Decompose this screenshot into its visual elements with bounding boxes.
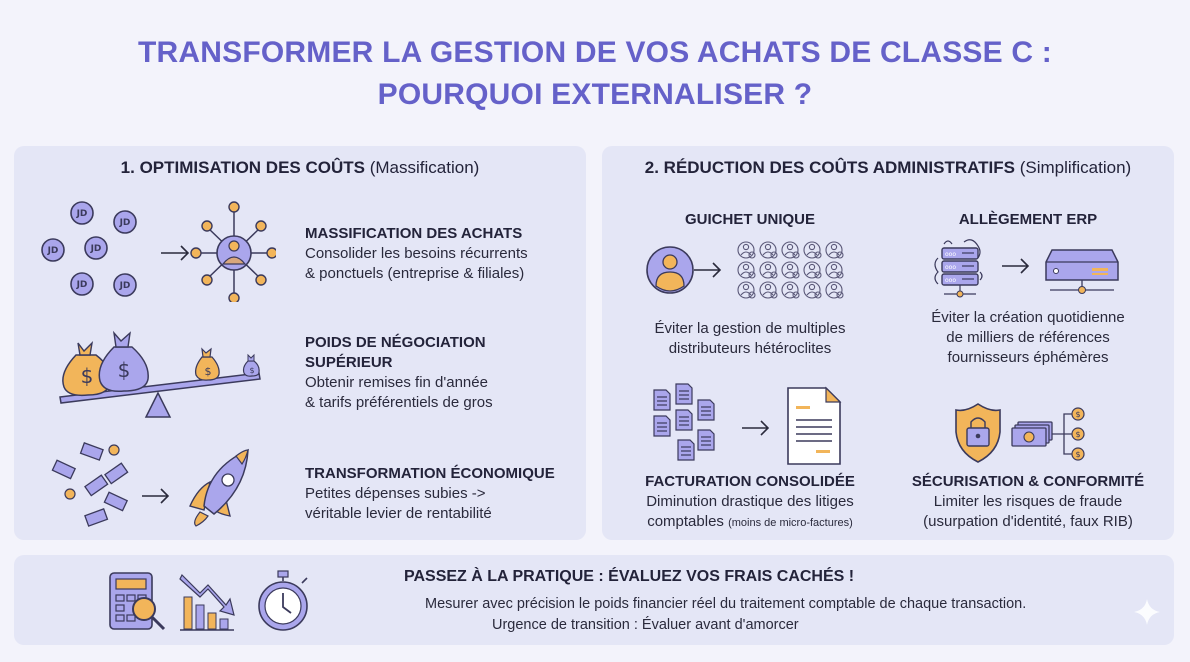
erp-relief-desc bbox=[892, 308, 1164, 368]
consolidated-billing-block bbox=[612, 472, 888, 533]
item-heading: FACTURATION CONSOLIDÉE bbox=[645, 473, 855, 490]
item-heading: ALLÈGEMENT ERP bbox=[958, 211, 1098, 228]
item-desc-line2: & tarifs préférentiels de gros bbox=[305, 394, 493, 411]
section-title-light: (Simplification) bbox=[1019, 158, 1132, 177]
security-compliance-block bbox=[892, 472, 1164, 532]
page-title bbox=[0, 32, 1190, 116]
item-heading: GUICHET UNIQUE bbox=[684, 211, 815, 228]
item-desc-line2: & ponctuels (entreprise & filiales) bbox=[305, 265, 525, 282]
sparkle-icon bbox=[1134, 599, 1160, 625]
svg-text:JD: JD bbox=[76, 280, 88, 290]
item-desc-line2: (usurpation d'identité, faux RIB) bbox=[923, 513, 1133, 530]
svg-text:JD: JD bbox=[119, 281, 131, 291]
item-desc-line2: de milliers de références bbox=[946, 329, 1110, 346]
single-window-block bbox=[612, 210, 888, 230]
call-to-action-panel bbox=[14, 555, 1174, 645]
item-desc-line2: distributeurs hétéroclites bbox=[668, 340, 832, 357]
section-title-bold: 1. OPTIMISATION DES COÛTS bbox=[120, 158, 365, 177]
item-desc-line1: Éviter la gestion de multiples bbox=[654, 320, 846, 337]
cta-line2: Urgence de transition : Évaluer avant d'amorcer bbox=[492, 617, 799, 633]
item-desc-line1: Obtenir remises fin d'année bbox=[305, 374, 488, 391]
item-heading-line2: SUPÉRIEUR bbox=[305, 354, 393, 371]
svg-text:$: $ bbox=[1075, 430, 1081, 439]
svg-text:ooo: ooo bbox=[945, 277, 957, 284]
single-window-desc bbox=[612, 319, 888, 359]
bills-to-rocket-icon bbox=[50, 438, 270, 528]
svg-text:ooo: ooo bbox=[945, 251, 957, 258]
economic-transformation-block bbox=[305, 464, 585, 524]
shield-lock-money-icon bbox=[952, 400, 1122, 466]
page-title-line2: POURQUOI EXTERNALISER ? bbox=[377, 78, 813, 111]
item-desc-line2: comptables bbox=[647, 513, 724, 530]
money-bags-balance-icon bbox=[54, 321, 264, 425]
svg-text:$: $ bbox=[249, 366, 255, 375]
cta-heading: PASSEZ À LA PRATIQUE : ÉVALUEZ VOS FRAIS CACHÉS ! bbox=[404, 568, 855, 585]
item-desc-line1: Consolider les besoins récurrents bbox=[305, 245, 528, 262]
svg-text:$: $ bbox=[80, 364, 94, 388]
svg-text:ooo: ooo bbox=[945, 264, 957, 271]
svg-text:JD: JD bbox=[90, 244, 102, 254]
section-title bbox=[602, 158, 1174, 178]
item-note: (moins de micro-factures) bbox=[728, 517, 853, 529]
svg-text:JD: JD bbox=[119, 218, 131, 228]
massification-block bbox=[305, 224, 585, 284]
item-heading: TRANSFORMATION ÉCONOMIQUE bbox=[305, 465, 555, 482]
item-heading: SÉCURISATION & CONFORMITÉ bbox=[911, 473, 1145, 490]
cta-line1: Mesurer avec précision le poids financier réel du traitement comptable de chaque transaction. bbox=[425, 596, 1027, 612]
section-title-bold: 2. RÉDUCTION DES COÛTS ADMINISTRATIFS bbox=[644, 158, 1015, 177]
svg-text:$: $ bbox=[117, 358, 131, 382]
item-desc-line2: véritable levier de rentabilité bbox=[305, 505, 492, 522]
erp-relief-block bbox=[892, 210, 1164, 230]
svg-text:$: $ bbox=[1075, 450, 1081, 459]
servers-to-single-server-icon bbox=[932, 238, 1132, 300]
item-heading-line1: POIDS DE NÉGOCIATION bbox=[305, 334, 486, 351]
section-title-light: (Massification) bbox=[369, 158, 480, 177]
section-title bbox=[14, 158, 586, 178]
scattered-coins-to-hub-icon bbox=[36, 198, 276, 302]
svg-text:$: $ bbox=[204, 365, 212, 378]
item-desc-line1: Diminution drastique des litiges bbox=[646, 493, 854, 510]
stopwatch-icon bbox=[254, 569, 314, 633]
calculator-magnifier-icon bbox=[106, 569, 170, 633]
item-heading: MASSIFICATION DES ACHATS bbox=[305, 225, 523, 242]
single-contact-to-many-suppliers-icon bbox=[642, 238, 862, 304]
page-title-line1: TRANSFORMER LA GESTION DE VOS ACHATS DE CLASSE C : bbox=[138, 36, 1052, 69]
item-desc-line1: Éviter la création quotidienne bbox=[931, 309, 1125, 326]
section-cost-optimisation bbox=[14, 146, 586, 540]
svg-text:JD: JD bbox=[76, 209, 88, 219]
section-admin-cost-reduction bbox=[602, 146, 1174, 540]
negotiation-block bbox=[305, 333, 585, 413]
item-desc-line1: Limiter les risques de fraude bbox=[933, 493, 1123, 510]
invoices-to-single-document-icon bbox=[650, 382, 850, 468]
declining-chart-icon bbox=[178, 569, 242, 633]
item-desc-line1: Petites dépenses subies -> bbox=[305, 485, 486, 502]
svg-text:$: $ bbox=[1075, 410, 1081, 419]
svg-text:JD: JD bbox=[47, 246, 59, 256]
item-desc-line3: fournisseurs éphémères bbox=[947, 349, 1109, 366]
